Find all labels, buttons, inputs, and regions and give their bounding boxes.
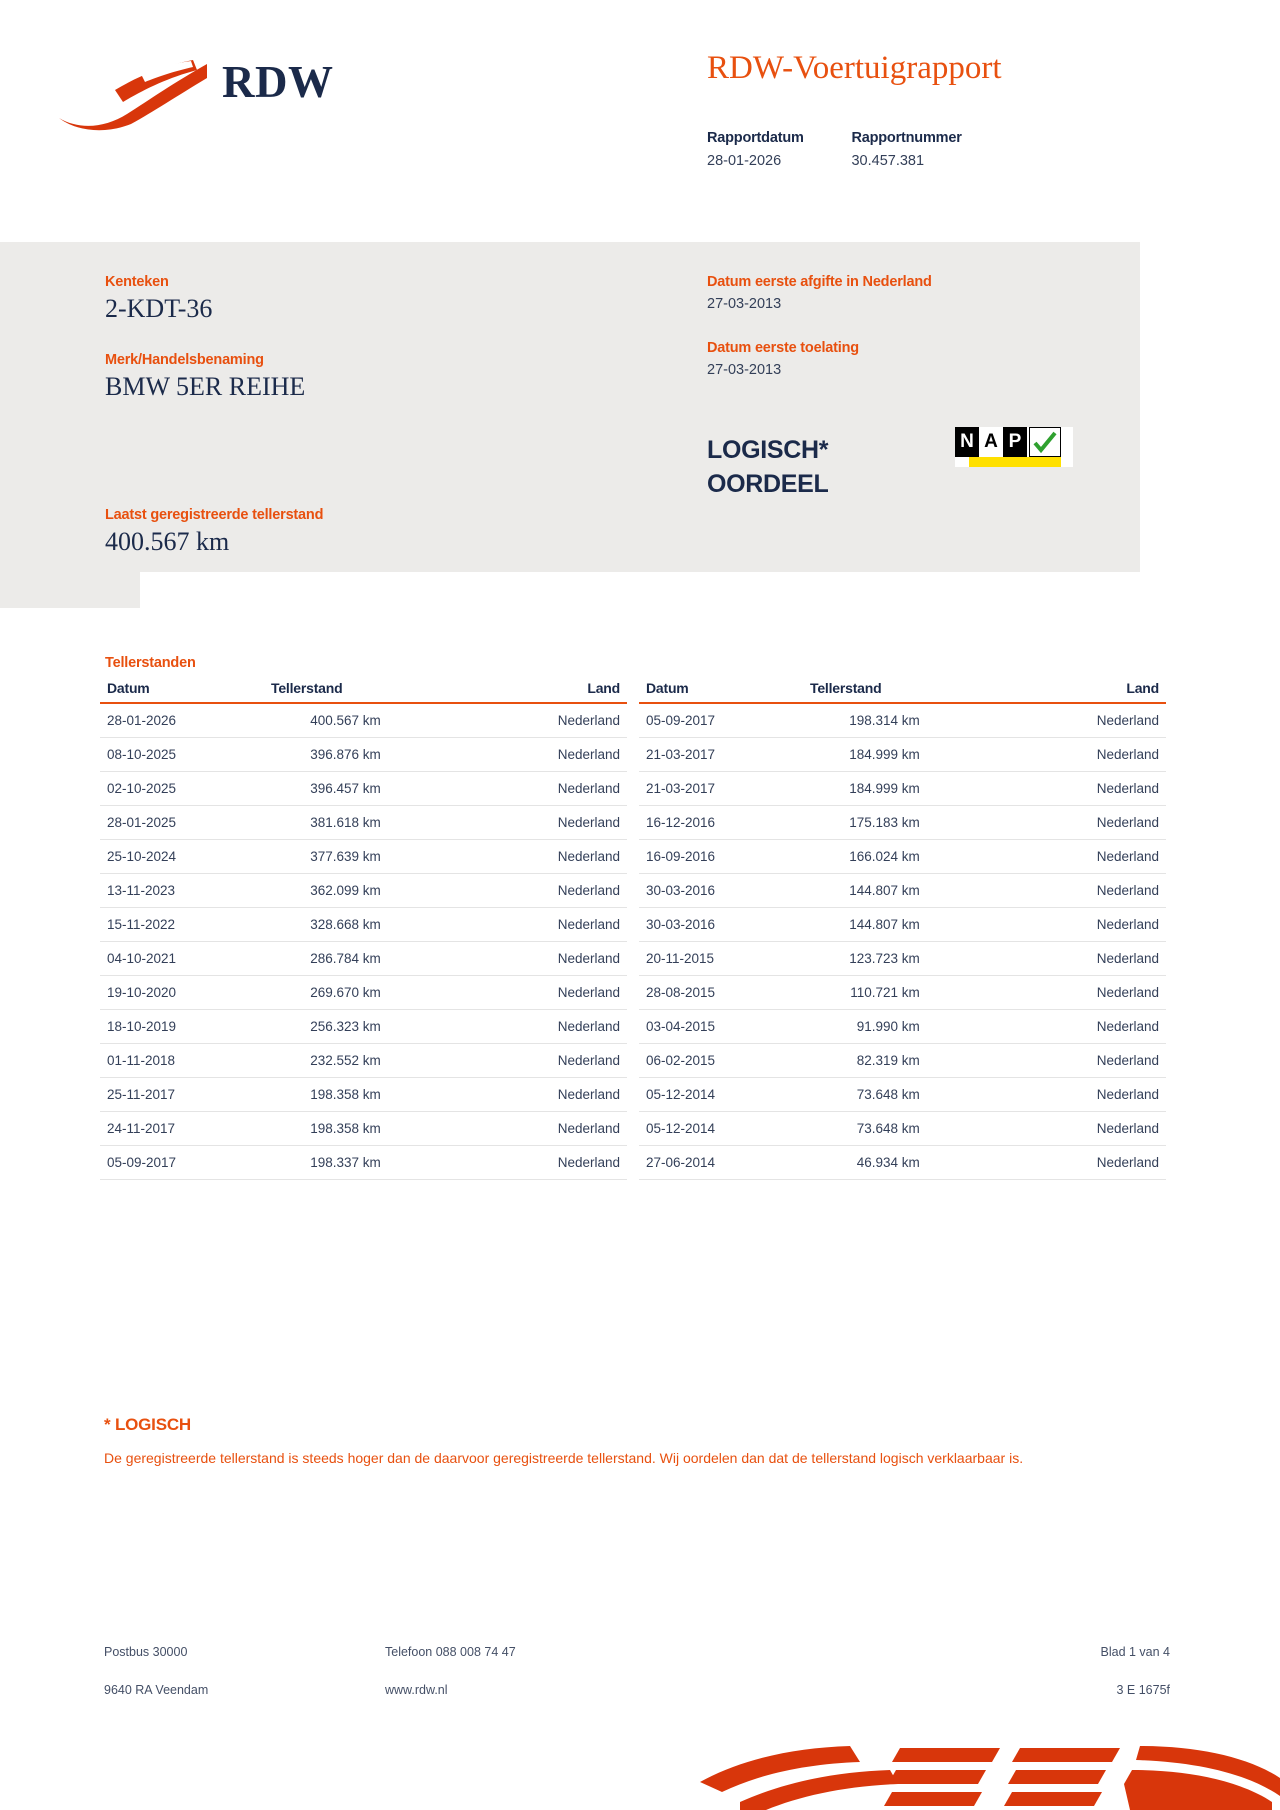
cell-country: Nederland (1037, 1146, 1166, 1180)
column-header-country: Land (1037, 680, 1166, 703)
nap-badge-icon (955, 427, 1073, 467)
brand-value: BMW 5ER REIHE (105, 372, 306, 401)
cell-country: Nederland (1037, 1010, 1166, 1044)
nap-letters (955, 427, 1027, 457)
table-row (100, 1146, 627, 1180)
cell-odometer: 232.552 km (264, 1044, 498, 1078)
footer-website[interactable]: www.rdw.nl (385, 1683, 448, 1697)
table-row (100, 806, 627, 840)
cell-country: Nederland (498, 772, 627, 806)
odometer-section-title: Tellerstanden (105, 655, 196, 671)
verdict-line-2: OORDEEL (707, 469, 829, 498)
column-header-odometer: Tellerstand (803, 680, 1037, 703)
cell-date: 04-10-2021 (100, 942, 264, 976)
nap-check-icon (1029, 427, 1061, 457)
cell-date: 18-10-2019 (100, 1010, 264, 1044)
column-header-country: Land (498, 680, 627, 703)
licence-plate-label: Kenteken (105, 274, 169, 290)
cell-date: 28-01-2026 (100, 703, 264, 738)
cell-date: 05-12-2014 (639, 1112, 803, 1146)
footer-doc-code: 3 E 1675f (1116, 1683, 1170, 1697)
cell-odometer: 396.876 km (264, 738, 498, 772)
cell-date: 21-03-2017 (639, 738, 803, 772)
cell-country: Nederland (1037, 1078, 1166, 1112)
cell-odometer: 144.807 km (803, 908, 1037, 942)
cell-date: 24-11-2017 (100, 1112, 264, 1146)
first-admission-label: Datum eerste toelating (707, 340, 859, 356)
nap-letter-p: P (1003, 427, 1027, 457)
table-row (100, 874, 627, 908)
rdw-logo-text: RDW (222, 57, 334, 107)
table-row (639, 738, 1166, 772)
cell-date: 16-09-2016 (639, 840, 803, 874)
cell-date: 20-11-2015 (639, 942, 803, 976)
cell-country: Nederland (498, 874, 627, 908)
table-header-row (100, 680, 627, 703)
cell-country: Nederland (1037, 772, 1166, 806)
last-odometer-value: 400.567 km (105, 527, 230, 556)
document-header (0, 0, 1280, 238)
cell-country: Nederland (1037, 840, 1166, 874)
column-header-date: Datum (639, 680, 803, 703)
table-row (639, 1044, 1166, 1078)
cell-date: 21-03-2017 (639, 772, 803, 806)
cell-country: Nederland (498, 1044, 627, 1078)
cell-odometer: 46.934 km (803, 1146, 1037, 1180)
column-header-date: Datum (100, 680, 264, 703)
cell-country: Nederland (498, 1078, 627, 1112)
cell-odometer: 256.323 km (264, 1010, 498, 1044)
cell-country: Nederland (1037, 1112, 1166, 1146)
cell-odometer: 377.639 km (264, 840, 498, 874)
cell-date: 13-11-2023 (100, 874, 264, 908)
table-row (639, 976, 1166, 1010)
table-row (100, 1112, 627, 1146)
cell-country: Nederland (498, 942, 627, 976)
footer-address-line-1: Postbus 30000 (104, 1645, 188, 1659)
footer-page-number: Blad 1 van 4 (1100, 1645, 1170, 1659)
table-row (639, 1078, 1166, 1112)
cell-country: Nederland (1037, 976, 1166, 1010)
column-header-odometer: Tellerstand (264, 680, 498, 703)
table-row (639, 806, 1166, 840)
footer-decorative-graphic-icon (700, 1740, 1280, 1810)
cell-odometer: 198.314 km (803, 703, 1037, 738)
first-admission-value: 27-03-2013 (707, 362, 782, 378)
cell-odometer: 123.723 km (803, 942, 1037, 976)
table-row (100, 703, 627, 738)
cell-date: 05-12-2014 (639, 1078, 803, 1112)
cell-odometer: 400.567 km (264, 703, 498, 738)
verdict-line-1: LOGISCH* (707, 436, 829, 464)
report-title: RDW-Voertuigrapport (707, 50, 1002, 86)
rdw-logo (57, 42, 357, 152)
cell-date: 06-02-2015 (639, 1044, 803, 1078)
table-row (100, 1044, 627, 1078)
cell-country: Nederland (498, 738, 627, 772)
cell-odometer: 362.099 km (264, 874, 498, 908)
cell-odometer: 91.990 km (803, 1010, 1037, 1044)
cell-country: Nederland (498, 1010, 627, 1044)
rdw-logo-mark-icon (57, 60, 212, 132)
cell-odometer: 175.183 km (803, 806, 1037, 840)
cell-country: Nederland (498, 976, 627, 1010)
logisch-footnote (104, 1415, 1104, 1472)
table-row (639, 942, 1166, 976)
cell-odometer: 166.024 km (803, 840, 1037, 874)
cell-odometer: 198.358 km (264, 1078, 498, 1112)
verdict-block (707, 434, 829, 502)
footer-contact (385, 1645, 516, 1697)
first-issue-nl-value: 27-03-2013 (707, 296, 782, 312)
report-date-value: 28-01-2026 (707, 153, 782, 169)
table-row (100, 976, 627, 1010)
cell-date: 27-06-2014 (639, 1146, 803, 1180)
table-row (100, 942, 627, 976)
cell-odometer: 184.999 km (803, 738, 1037, 772)
vehicle-summary-panel (0, 242, 1140, 572)
table-row (100, 772, 627, 806)
report-meta (707, 130, 962, 169)
cell-date: 01-11-2018 (100, 1044, 264, 1078)
cell-odometer: 82.319 km (803, 1044, 1037, 1078)
panel-notch (0, 572, 140, 608)
brand-block (105, 352, 305, 402)
table-row (639, 1112, 1166, 1146)
nap-letter-n: N (955, 427, 979, 457)
licence-plate-block (105, 274, 212, 324)
licence-plate-value: 2-KDT-36 (105, 294, 213, 323)
cell-odometer: 198.358 km (264, 1112, 498, 1146)
brand-label: Merk/Handelsbenaming (105, 352, 264, 368)
cell-date: 08-10-2025 (100, 738, 264, 772)
table-row (100, 1078, 627, 1112)
last-odometer-block (105, 507, 323, 557)
cell-country: Nederland (1037, 738, 1166, 772)
first-admission-block (707, 340, 859, 378)
table-row (639, 772, 1166, 806)
report-date-label: Rapportdatum (707, 130, 804, 146)
cell-country: Nederland (1037, 806, 1166, 840)
footer-phone: Telefoon 088 008 74 47 (385, 1645, 516, 1659)
cell-odometer: 269.670 km (264, 976, 498, 1010)
cell-odometer: 144.807 km (803, 874, 1037, 908)
logisch-footnote-body: De geregistreerde tellerstand is steeds hoger dan de daarvoor geregistreerde tellerstand. Wij oordelen dan dat de tellerstand logisch verklaarbaar is. (104, 1450, 1024, 1466)
cell-country: Nederland (1037, 703, 1166, 738)
cell-country: Nederland (498, 806, 627, 840)
cell-date: 16-12-2016 (639, 806, 803, 840)
cell-date: 19-10-2020 (100, 976, 264, 1010)
table-header-row (639, 680, 1166, 703)
logisch-footnote-title: * LOGISCH (104, 1415, 191, 1434)
table-row (639, 1146, 1166, 1180)
table-row (639, 840, 1166, 874)
cell-date: 28-08-2015 (639, 976, 803, 1010)
cell-odometer: 184.999 km (803, 772, 1037, 806)
odometer-table-left (100, 680, 627, 1180)
report-number-value: 30.457.381 (851, 153, 925, 169)
cell-odometer: 198.337 km (264, 1146, 498, 1180)
last-odometer-label: Laatst geregistreerde tellerstand (105, 507, 324, 523)
cell-country: Nederland (1037, 908, 1166, 942)
cell-date: 25-11-2017 (100, 1078, 264, 1112)
cell-odometer: 110.721 km (803, 976, 1037, 1010)
cell-date: 30-03-2016 (639, 908, 803, 942)
report-number-label: Rapportnummer (851, 130, 962, 146)
cell-date: 30-03-2016 (639, 874, 803, 908)
table-row (100, 738, 627, 772)
cell-country: Nederland (498, 1112, 627, 1146)
cell-country: Nederland (498, 703, 627, 738)
report-number-block (851, 130, 961, 169)
first-issue-nl-block (707, 274, 932, 312)
nap-letter-a: A (979, 427, 1003, 457)
cell-country: Nederland (1037, 874, 1166, 908)
table-row (639, 1010, 1166, 1044)
table-row (639, 703, 1166, 738)
cell-date: 03-04-2015 (639, 1010, 803, 1044)
table-row (100, 908, 627, 942)
footer-page-info (1101, 1645, 1171, 1697)
cell-odometer: 73.648 km (803, 1112, 1037, 1146)
cell-odometer: 328.668 km (264, 908, 498, 942)
cell-date: 25-10-2024 (100, 840, 264, 874)
table-row (100, 840, 627, 874)
footer-address-line-2: 9640 RA Veendam (104, 1683, 209, 1697)
cell-country: Nederland (1037, 942, 1166, 976)
cell-date: 02-10-2025 (100, 772, 264, 806)
cell-date: 15-11-2022 (100, 908, 264, 942)
nap-yellow-bar (969, 457, 1061, 467)
cell-country: Nederland (498, 840, 627, 874)
cell-date: 05-09-2017 (100, 1146, 264, 1180)
cell-odometer: 396.457 km (264, 772, 498, 806)
table-row (100, 1010, 627, 1044)
cell-odometer: 286.784 km (264, 942, 498, 976)
cell-country: Nederland (1037, 1044, 1166, 1078)
table-row (639, 908, 1166, 942)
table-row (639, 874, 1166, 908)
cell-odometer: 381.618 km (264, 806, 498, 840)
odometer-table-right (639, 680, 1166, 1180)
first-issue-nl-label: Datum eerste afgifte in Nederland (707, 274, 932, 290)
cell-country: Nederland (498, 1146, 627, 1180)
cell-date: 28-01-2025 (100, 806, 264, 840)
report-date-block (707, 130, 804, 169)
cell-odometer: 73.648 km (803, 1078, 1037, 1112)
cell-country: Nederland (498, 908, 627, 942)
cell-date: 05-09-2017 (639, 703, 803, 738)
footer-address (104, 1645, 208, 1697)
